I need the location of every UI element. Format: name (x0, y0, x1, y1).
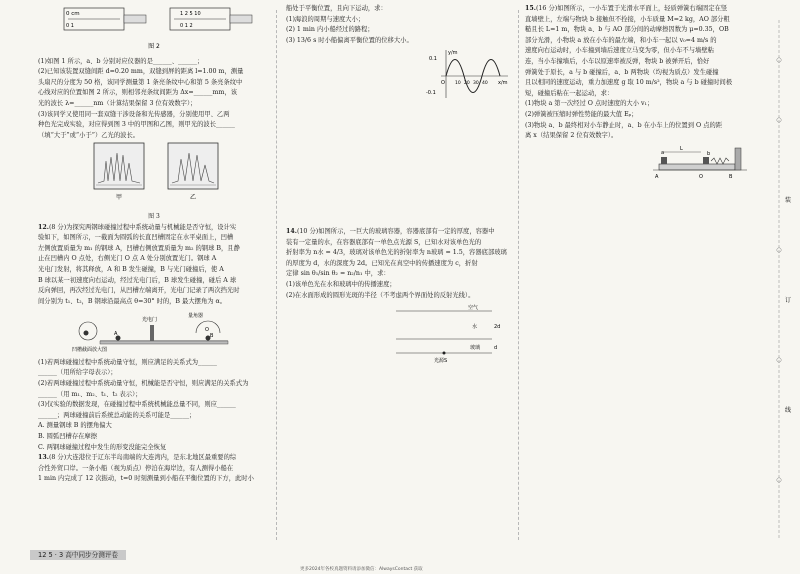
fig3-caption: 图 3 (148, 212, 160, 220)
q13-text (38, 453, 270, 485)
q13-line: 1 min 内完成了 12 次振动，t=0 时刻测量到小船在平衡位置的下方，此时小 (38, 475, 254, 483)
q15-l-label: L (680, 145, 683, 152)
q13-cont-line: 船处于平衡位置，且向下运动，求： (286, 5, 387, 12)
q12-part: (2)若两球碰撞过程中系统动量守恒，机械能是否守恒，则应满足的关系式为 (38, 380, 249, 388)
q14-d-label: d (494, 345, 498, 352)
q14-water-label: 水 (472, 324, 478, 331)
q15-text (525, 4, 755, 142)
q13-line0: 13.(8 分)大连港位于辽东半岛南端的大连湾内，是东北地区最重要的综 (38, 454, 237, 462)
wave-tick: 40 (482, 81, 488, 87)
q14-text (286, 227, 512, 301)
fig2-right-scale: 1 2 5 10 (180, 11, 201, 17)
q13-continued (286, 4, 512, 46)
q15-line: 直墙壁上，左端与物块 b 接触但不拴接，小车质量 M=2 kg，AO 部分粗 (525, 15, 730, 23)
q11-line: 光的波长 λ=______nm（计算结果保留 3 位有效数字）； (38, 99, 197, 107)
q12-number: 12. (38, 223, 49, 231)
q12-part: ______；两球碰撞前后系统总动能的关系可能是______； (38, 411, 196, 419)
fig2-left-label: 0 cm (66, 11, 80, 17)
q15-line: (2)弹簧被压缩时弹性势能的最大值 Eₚ； (525, 110, 638, 118)
q14-number: 14. (286, 227, 297, 235)
blank-space (286, 107, 512, 227)
q12-o-label: O (205, 327, 209, 334)
q12-line: 左侧放置质量为 m₁ 的钢球 A，凹槽右侧放置质量为 m₂ 的钢球 B，且静 (38, 244, 240, 252)
q11-line: (2)已知该装置双缝间距 d=0.20 mm，双缝到屏的距离 l=1.00 m，测量 (38, 68, 244, 76)
q12-line: 反向弹回，再次经过光电门，从凹槽左端离开，光电门记录了两次挡光时 (38, 287, 240, 295)
q12-part: (1)若两球碰撞过程中系统动量守恒，则应满足的关系式为______ (38, 358, 217, 366)
q12-part: (3)仅实验的数据发现，在碰撞过程中系统机械能总量不同，则应______ (38, 401, 236, 409)
q12-part: ______（用所给字母表示）； (38, 369, 117, 377)
q15-cart-diagram (525, 142, 755, 182)
q15-o-label: O (699, 173, 703, 180)
column-divider (276, 10, 277, 540)
wave-y-pos: 0.1 (429, 56, 437, 63)
column-right (525, 4, 755, 186)
q12-line0: 12.(8 分)为探究两钢球碰撞过程中系统动量与机械能是否守恒，设计实 (38, 223, 237, 231)
q13-line: 合性外贸口岸。一条小船（视为质点）停泊在海岸边，有人测得小船在 (38, 464, 234, 472)
q12-line: 止在凹槽内 O 点处，右侧光门 O 点 A 处分别放置光门。钢球 A (38, 255, 217, 263)
q15-line: 弹簧处于原长，a 与 b 碰撞后，a、b 两物块（均视为质点）发生碰撞 (525, 68, 719, 76)
q12-option-c: C. 两钢球碰撞过程中发生的形变没能完全恢复 (38, 443, 167, 451)
q12-part: ______（用 m₁、m₂、t₁、t₂ 表示）； (38, 390, 142, 398)
q12-gate-label: 光电门 (142, 317, 158, 324)
q14-line: 定律 sin θ₁/sin θ₂ = n₂/n₁ 中，求： (286, 270, 390, 278)
fig3-interference-patterns (38, 141, 270, 207)
q12-parts (38, 358, 270, 453)
q12-option-b: B. 圆弧凹槽存在摩擦 (38, 433, 98, 441)
page-number: 12 (38, 551, 47, 559)
fig2-caption: 图 2 (148, 43, 160, 50)
q14-air-label: 空气 (468, 305, 479, 312)
q14-source-label: 光源S (434, 358, 448, 364)
binding-char-ding: 订 (785, 297, 792, 304)
q13-cont-line: (3) 13/6 s 时小船偏离平衡位置的位移大小。 (286, 36, 413, 44)
q14-line0: 14.(10 分)如图所示，一巨大的玻璃容器，容器底部有一定的厚度，容器中 (286, 227, 495, 235)
q12-line: B 球以某一初速度向右运动，经过光电门后，B 球发生碰撞，碰后 A 球 (38, 276, 237, 284)
column-left (38, 4, 270, 485)
q15-line: 速度向右运动时，小车撞到墙后速度立马变为零，但小车不与墙壁粘 (525, 47, 714, 55)
q15-line: 且以相同的速度运动，重力加速度 g 取 10 m/s²，物块 a 与 b 碰撞时间极 (525, 79, 733, 87)
q11-line: (1)如图 1 所示，a、b 分别对应仪器的是______、______； (38, 57, 204, 65)
q15-A-label: A (655, 173, 659, 180)
q12-line: 光电门发射，将其释放，A 和 B 发生碰撞，B 与光门碰撞后，使 A (38, 265, 224, 273)
q11-text (38, 57, 270, 142)
binding-char-xian: 线 (785, 407, 792, 414)
q12-line: 验如下，如图所示，一截面为圆弧的长直凹槽固定在水平桌面上，凹槽 (38, 234, 234, 242)
footer-badge (30, 550, 126, 560)
q14-line: 的厚度为 d，水的深度为 2d。已知光在真空中的传播速度为 c，折射 (286, 259, 478, 267)
fig2-right-scale2: 0 1 2 (180, 23, 193, 29)
q15-B-label: B (729, 173, 733, 180)
q13-cont-line: (2) 1 min 内小船经过的路程； (286, 26, 374, 34)
q14-line: 装有一定量的水，在容器底部有一单色点光源 S，已知水对该单色光的 (286, 238, 482, 246)
q14-line: 折射率为 n水 = 4/3，玻璃对该单色光的折射率为 n玻璃 = 1.5，容器底部玻璃 (286, 249, 507, 257)
q14-glass-label: 玻璃 (470, 345, 481, 352)
q11-line: （填“大于”或“小于”）乙光的波长。 (38, 131, 140, 139)
q15-line: 连，当小车撞墙后，小车以原速率被反弹，物块 b 被弹开后，恰好 (525, 57, 710, 65)
q15-line: 糙且长 L=1 m，物块 a、b 与 AO 部分间的动摩擦因数为 μ=0.35，OB (525, 26, 729, 34)
q15-a-label: a (661, 149, 665, 156)
q12-line: 间分别为 t₁、t₂，B 钢球沿最高点 θ=30° 时的，B 最大摆角为 α。 (38, 297, 227, 305)
q15-line0: 15.(16 分)如图所示，一小车置于光滑水平面上，轻质弹簧右端固定在竖 (525, 5, 728, 12)
wave-origin: O (441, 80, 445, 87)
wave-x-label: x/m (498, 80, 508, 87)
q12-protractor-label: 量角器 (188, 313, 204, 320)
wave-tick: 30 (473, 81, 479, 87)
q15-number: 15. (525, 5, 536, 12)
q12-a-label: A (114, 331, 118, 338)
q15-b-label: b (707, 150, 711, 157)
q14-line: (1)该单色光在水和玻璃中的传播速度； (286, 280, 396, 288)
q13-cont-line: (1)海浪的周期与速度大小； (286, 15, 365, 23)
q15-line: 部分光滑，小物块 a 放在小车的最左端，和小车一起以 v₀=4 m/s 的 (525, 36, 717, 44)
wave-tick: 20 (464, 81, 470, 87)
q15-line: 离 x（结果保留 2 位有效数字）。 (525, 132, 618, 140)
q12-text (38, 223, 270, 308)
binding-margin (763, 20, 795, 540)
q15-line: (1)物块 a 第一次经过 O 点时速度的大小 v₁； (525, 100, 654, 108)
q11-line: 种色光完成实验，对应得到图 3 中的甲图和乙图，则甲光的波长______ (38, 121, 235, 129)
fig2-vernier-diagram (38, 4, 270, 52)
fig2-left-scale: 0 1 (66, 23, 74, 29)
q11-line: 头扇尺的分度为 50 格，该同学测量第 1 条亮条纹中心和第 5 条亮条纹中 (38, 78, 243, 86)
q11-line: 心线对应的位置如图 2 所示，则相邻亮条纹间距为 Δx=______mm，该 (38, 89, 238, 97)
column-divider (518, 10, 519, 540)
wave-y-label: y/m (448, 50, 458, 57)
wave-graph (286, 46, 512, 102)
q12-collision-apparatus (38, 307, 270, 353)
column-middle (286, 4, 512, 368)
fig3-label-yi: 乙 (189, 194, 197, 202)
q12-b-label: B (210, 333, 214, 340)
binding-char-zhuang: 装 (785, 197, 792, 204)
wave-tick: 10 (455, 81, 461, 87)
q14-2d-label: 2d (494, 324, 501, 331)
q12-option-a: A. 测量钢球 B 的摆角偏大 (38, 422, 112, 430)
q15-line: (3)物块 a、b 最终相对小车静止时，a、b 在小车上的位置到 O 点的距 (525, 121, 723, 129)
q15-line: 短，碰撞后粘在一起运动，求： (525, 89, 614, 97)
fig3-label-jia: 甲 (115, 194, 123, 202)
book-title: 5 · 3 高中同步分测评卷 (48, 551, 119, 559)
wave-y-neg: -0.1 (426, 90, 436, 97)
footer-watermark: 更多2024年各校真题资料请添加微信：AlwaysContact 获取 (300, 567, 423, 572)
q11-line: (3)该同学又使用同一套双缝干涉设备和光传感器，分别使用甲、乙两 (38, 110, 230, 118)
q12-fig-caption: 凹槽截面放大图 (72, 347, 108, 354)
q14-container-diagram (286, 301, 512, 363)
q13-number: 13. (38, 454, 49, 462)
q14-line: (2)在水面形成的圆形光斑的半径（不考虑两个界面处的反射光线）。 (286, 291, 475, 299)
